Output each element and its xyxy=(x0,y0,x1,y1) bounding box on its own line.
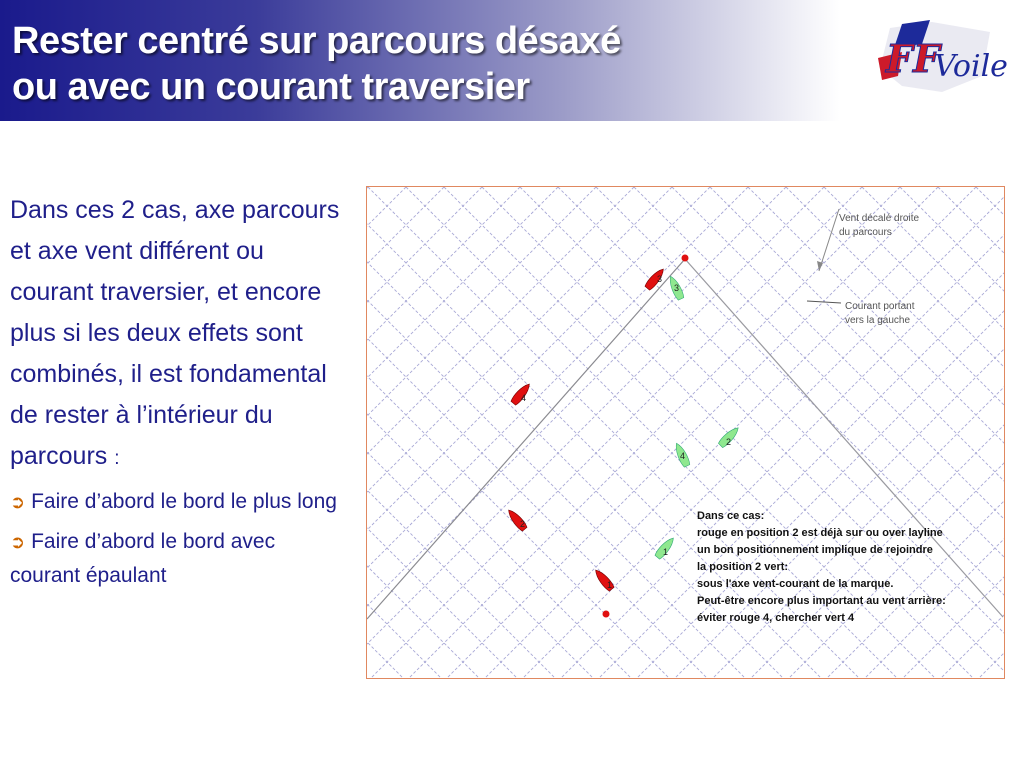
bullet-text: Faire d’abord le bord le plus long xyxy=(31,490,337,513)
grid-line xyxy=(367,187,595,679)
grid-line xyxy=(367,187,519,679)
grid-line xyxy=(367,187,671,679)
wind-label-line2: du parcours xyxy=(839,227,892,238)
intro-paragraph-text: Dans ces 2 cas, axe parcours et axe vent différent ou courant traversier, et encore plus si les deux effets sont combinés, il est fondamental de rester à l’intérieur du parcours xyxy=(10,196,340,470)
red-boat-3 xyxy=(644,266,667,291)
green-boat-1-label: 1 xyxy=(663,547,669,557)
wind-label-line1: Vent décalé droite xyxy=(839,213,920,224)
current-label-line2: vers la gauche xyxy=(845,315,911,326)
intro-paragraph xyxy=(10,190,340,479)
current-label-line1: Courant portant xyxy=(845,301,915,312)
note-line: sous l'axe vent-courant de la marque. xyxy=(697,578,894,590)
bullet-text: Faire d’abord le bord avec courant épaulant xyxy=(10,530,276,587)
grid-line xyxy=(367,187,558,679)
leeward-mark xyxy=(603,611,610,618)
course-diagram xyxy=(366,186,1005,679)
note-line: Dans ce cas: xyxy=(697,510,765,522)
red-boat-4-label: 4 xyxy=(521,393,527,403)
red-boat-3-label: 3 xyxy=(657,274,663,284)
grid-line xyxy=(367,187,710,679)
wind-arrow xyxy=(819,209,839,271)
bullet-item xyxy=(10,485,340,519)
page-title xyxy=(12,18,621,110)
red-boat-2-label: 2 xyxy=(520,519,526,529)
arrow-bullet-icon: ➲ xyxy=(10,492,26,512)
grid-line xyxy=(367,187,406,679)
note-line: la position 2 vert: xyxy=(697,561,789,573)
grid-line xyxy=(367,187,482,679)
note-line: rouge en position 2 est déjà sur ou over layline xyxy=(697,527,943,539)
title-line-2: ou avec un courant traversier xyxy=(12,66,530,108)
green-boat-3-label: 3 xyxy=(674,283,680,293)
green-boat-2-label: 2 xyxy=(726,437,732,447)
red-boat-1-label: 1 xyxy=(607,580,613,590)
left-layline xyxy=(367,259,685,619)
arrow-bullet-icon: ➲ xyxy=(10,532,26,552)
intro-paragraph-colon: : xyxy=(114,448,120,469)
title-banner xyxy=(0,0,1024,121)
windward-mark xyxy=(682,255,689,262)
body-text xyxy=(10,190,340,593)
bullet-item xyxy=(10,525,340,593)
grid-line xyxy=(939,187,1005,679)
note-line: éviter rouge 4, chercher vert 4 xyxy=(697,612,855,624)
note-line: un bon positionnement implique de rejoindre xyxy=(697,544,933,556)
green-boat-4-label: 4 xyxy=(680,451,686,461)
grid-line xyxy=(977,187,1005,679)
logo-voile-text: Voile xyxy=(934,49,1008,84)
title-line-1: Rester centré sur parcours désaxé xyxy=(12,20,621,62)
grid-line xyxy=(938,187,1005,679)
note-block xyxy=(697,510,946,624)
course-diagram-svg xyxy=(367,187,1005,679)
grid-line xyxy=(367,187,634,679)
note-line: Peut-être encore plus important au vent arrière: xyxy=(697,595,946,607)
logo-ff-text: FF xyxy=(886,36,940,81)
ffvoile-logo xyxy=(872,18,1012,98)
grid-line xyxy=(976,187,1005,679)
